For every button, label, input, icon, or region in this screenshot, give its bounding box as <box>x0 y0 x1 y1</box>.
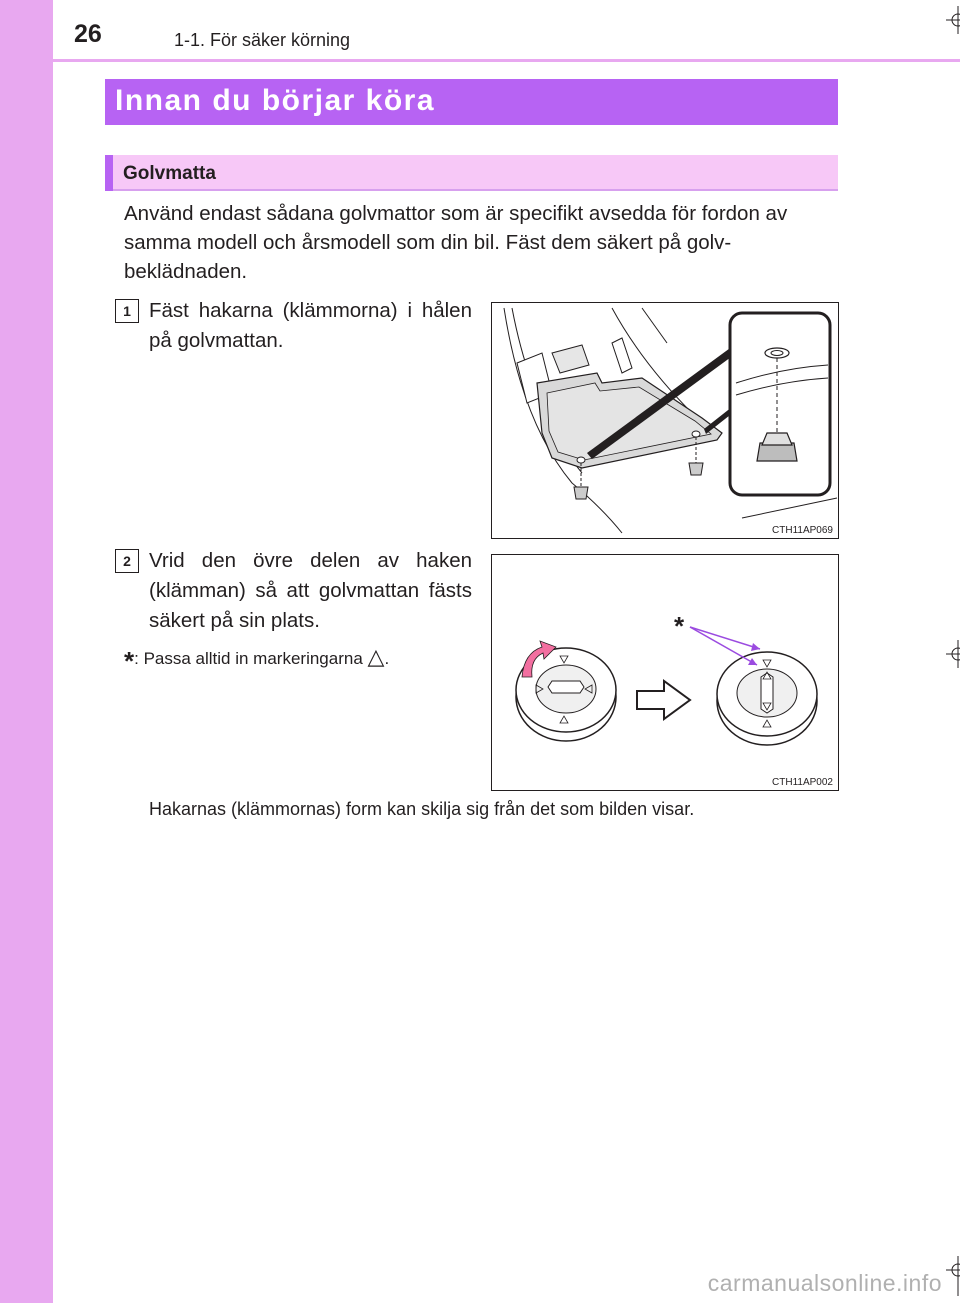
watermark: carmanualsonline.info <box>707 1270 942 1296</box>
crop-mark-middle <box>940 640 960 668</box>
figure-clip-rotate <box>491 554 839 791</box>
step-1-text: Fäst hakarna (klämmorna) i hålen på golvmattan. <box>149 299 472 352</box>
section-heading: Golvmatta <box>123 163 216 184</box>
step-1-number: 1 <box>115 299 139 323</box>
page-title: Innan du börjar köra <box>115 84 436 117</box>
figure-floor-mat <box>491 302 839 539</box>
figure-2-marker: * <box>674 611 685 641</box>
step-2-text: Vrid den övre delen av haken (klämman) så att golvmattan fästs säkert på sin plats. <box>149 549 472 632</box>
note-text: : Passa alltid in markeringarna <box>134 649 368 668</box>
figure-2-code: CTH11AP002 <box>772 777 833 788</box>
header-rule <box>53 59 960 62</box>
crop-mark-top <box>940 6 960 34</box>
figure-1-code: CTH11AP069 <box>772 525 833 536</box>
intro-text: Använd endast sådana golvmattor som är specifikt avsedda för fordon av samma modell och årsmodell som din bil. Fäst dem säkert på golv-beklädnaden. <box>124 202 788 283</box>
section-heading-bar <box>105 155 838 191</box>
side-tab <box>0 0 53 1303</box>
note-end: . <box>384 649 390 668</box>
step-2-number: 2 <box>115 549 139 573</box>
chapter-title: 1-1. För säker körning <box>174 30 351 50</box>
note-marker: * <box>124 646 135 676</box>
footer-note: Hakarnas (klämmornas) form kan skilja sig från det som bilden visar. <box>149 799 695 819</box>
section-accent <box>105 155 113 191</box>
page-title-bar <box>105 79 838 125</box>
note <box>124 644 389 677</box>
page-number: 26 <box>74 20 102 48</box>
clip-rotate-illustration <box>492 555 838 790</box>
floor-mat-illustration <box>492 303 838 538</box>
note-triangle-symbol: △ <box>367 644 385 669</box>
crop-mark-bottom <box>940 1256 960 1296</box>
